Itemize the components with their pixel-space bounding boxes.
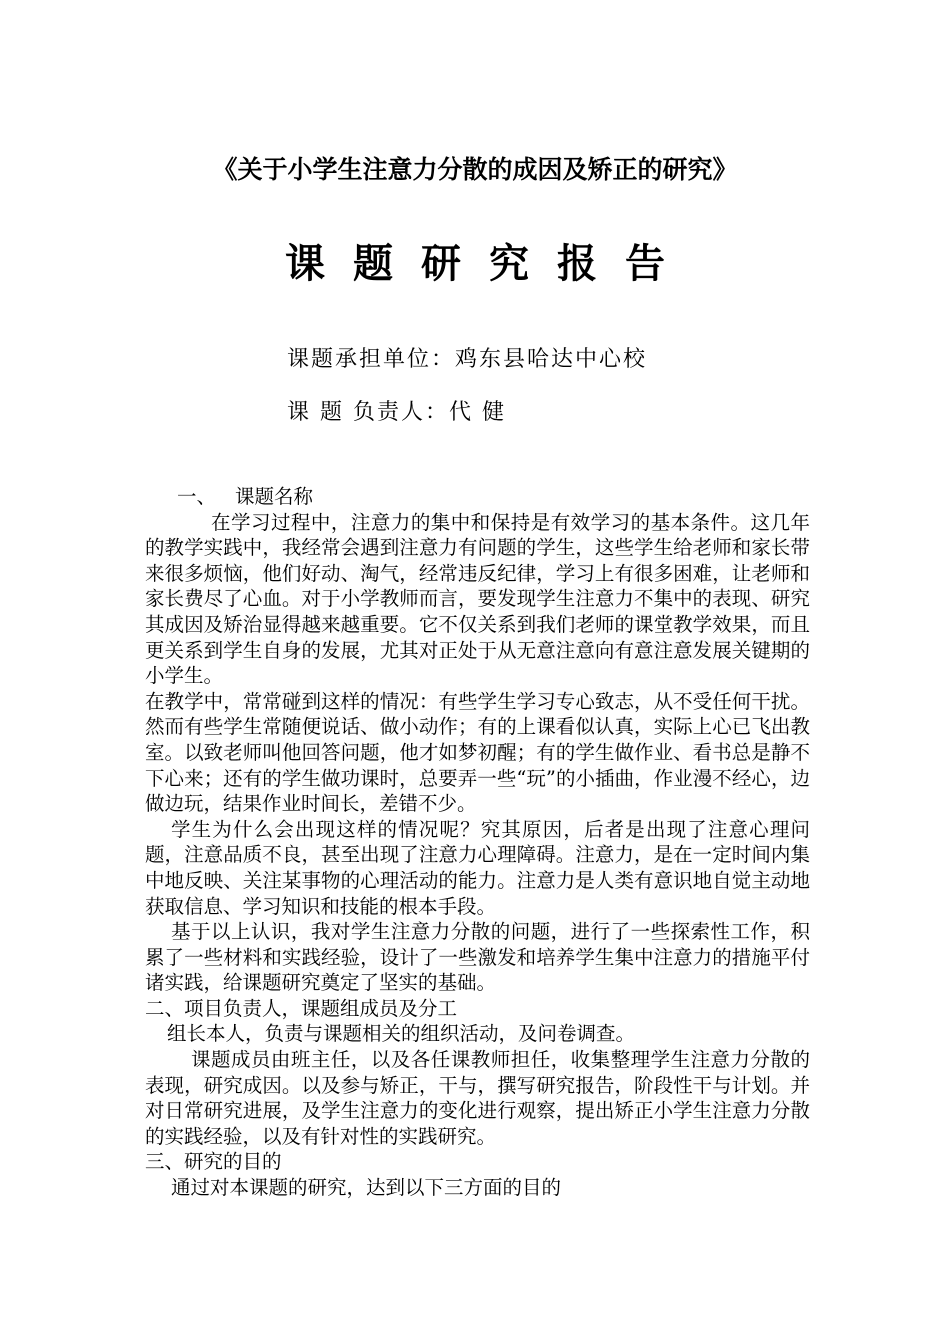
section-3-heading: 三、研究的目的 bbox=[145, 1150, 282, 1174]
section-1-title: 课题名称 bbox=[235, 485, 314, 508]
subject-title: 《关于小学生注意力分散的成因及矫正的研究》 bbox=[212, 155, 738, 184]
section-1-number: 一、 bbox=[177, 485, 217, 508]
report-body bbox=[145, 484, 810, 1201]
section-1-paragraph-1: 在学习过程中，注意力的集中和保持是有效学习的基本条件。这几年的教学实践中，我经常会遇到注意力有问题的学生，这些学生给老师和家长带来很多烦恼，他们好动、淘气，经常违反纪律，学习上有很多困难，让老师和家长费尽了心血。对于小学教师而言，要发现学生注意力不集中的表现、研究其成因及矫治显得越来越重要。它不仅关系到我们老师的课堂教学效果，而且更关系到学生自身的发展，尤其对正处于从无意注意向有意注意发展关键期的小学生。 bbox=[145, 510, 810, 688]
report-title: 课题研究报告 bbox=[285, 241, 693, 287]
section-1-paragraph-4: 基于以上认识，我对学生注意力分散的问题，进行了一些探索性工作，积累了一些材料和实践经验，设计了一些激发和培养学生集中注意力的措施平付诸实践，给课题研究奠定了坚实的基础。 bbox=[145, 920, 810, 995]
section-1-paragraph-2: 在教学中，常常碰到这样的情况：有些学生学习专心致志，从不受任何干扰。然而有些学生常随便说话、做小动作；有的上课看似认真，实际上心已飞出教室。以致老师叫他回答问题，他才如梦初醒；有的学生做作业、看书总是静不下心来；还有的学生做功课时，总要弄一些“玩”的小插曲，作业漫不经心，边做边玩，结果作业时间长，差错不少。 bbox=[145, 689, 810, 816]
section-1-heading bbox=[145, 484, 810, 510]
section-2-paragraph-1: 组长本人，负责与课题相关的组织活动，及问卷调查。 bbox=[167, 1022, 636, 1046]
undertaking-unit-line: 课题承担单位：鸡东县哈达中心校 bbox=[287, 347, 648, 372]
section-3-paragraph-1: 通过对本课题的研究，达到以下三方面的目的 bbox=[171, 1176, 562, 1200]
section-2-paragraph-2: 课题成员由班主任，以及各任课教师担任，收集整理学生注意力分散的表现，研究成因。以及参与矫正，干与，撰写研究报告，阶段性干与计划。并对日常研究进展，及学生注意力的变化进行观察，提出矫正小学生注意力分散的实践经验，以及有针对性的实践研究。 bbox=[145, 1048, 810, 1148]
section-2-heading: 二、项目负责人，课题组成员及分工 bbox=[145, 996, 458, 1020]
section-1-paragraph-3: 学生为什么会出现这样的情况呢？究其原因，后者是出现了注意心理问题，注意品质不良，甚至出现了注意力心理障碍。注意力，是在一定时间内集中地反映、关注某事物的心理活动的能力。注意力是人类有意识地自觉主动地获取信息、学习知识和技能的根本手段。 bbox=[145, 817, 810, 918]
project-leader-line: 课 题 负责人：代 健 bbox=[287, 400, 506, 425]
